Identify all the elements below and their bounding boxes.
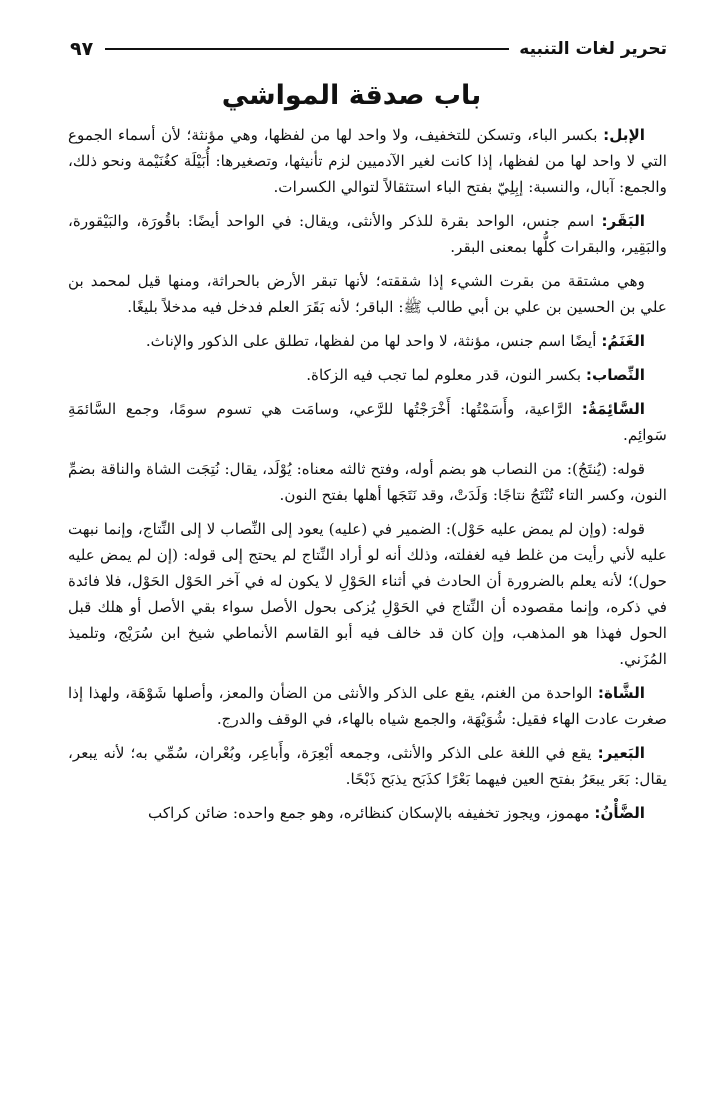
paragraph-text: قوله: (يُنتَجُ): من النصاب هو بضم أوله، وفتح ثالثه معناه: يُوْلَد، يقال: نُتِجَت الشاة والناقة بضمِّ النون، وكسر التاء تُنْتَجُ نتاجًا: وَلَدَتْ، وقد نَتَجَها أهلها بفتح النون. (68, 460, 667, 504)
paragraph-text: وهي مشتقة من بقرت الشيء إذا شققته؛ لأنها تبقر الأرض بالحراثة، ومنها قيل لمحمد بن علي بن الحسين بن علي بن أبي طالب ﷺ: الباقر؛ لأنه بَقَرَ العلم فدخل فيه مدخلاً بليغًا. (68, 272, 667, 316)
paragraph-text: يقع في اللغة على الذكر والأنثى، وجمعه أبْعِرَة، وأَباعِر، وبُعْران، سُمِّي به؛ لأنه يبعر، يقال: بَعَر يبعَرُ بفتح العين فيهما بَعْرًا كذَبَح يذبَح ذَبْحًا. (68, 744, 667, 788)
paragraph (68, 800, 667, 826)
term-shah: الشَّاة: (597, 684, 645, 702)
paragraph-text: مهموز، ويجوز تخفيفه بالإسكان كنظائره، وهو جمع واحده: ضائن كراكب (147, 804, 595, 822)
paragraph-text: الرَّاعية، وأَسَمْتُها: أَخْرَجْتُها للرَّعي، وسامَت هي تسوم سومًا، وجمع السَّائمَةِ سَوائِم. (68, 400, 667, 444)
term-daan: الضَّأْنُ: (594, 804, 645, 822)
page-body (68, 122, 667, 834)
running-title: تحرير لغات التنبيه (519, 39, 667, 59)
page-number: ٩٧ (70, 38, 94, 60)
chapter-title: باب صدقة المواشي (221, 80, 482, 111)
paragraph (68, 740, 667, 792)
paragraph-text: أيضًا اسم جنس، مؤنثة، لا واحد لها من لفظها، تطلق على الذكور والإناث. (145, 332, 602, 350)
term-ghanam: الغَنَمُ: (601, 332, 645, 350)
paragraph-text: الواحدة من الغنم، يقع على الذكر والأنثى من الضأن والمعز، وأصلها شَوْهَة، ولهذا إذا صغرت عادت الهاء فقيل: شُوَيْهَة، والجمع شياه بالهاء، في الوقف والدرج. (68, 684, 667, 728)
paragraph-text: بكسر النون، قدر معلوم لما تجب فيه الزكاة. (306, 366, 586, 384)
term-nisab: النِّصاب: (585, 366, 645, 384)
paragraph (68, 362, 667, 388)
page-header (70, 36, 667, 62)
paragraph (68, 208, 667, 260)
paragraph (68, 516, 667, 672)
term-saimah: السَّائِمَةُ: (581, 400, 645, 418)
paragraph (68, 328, 667, 354)
paragraph-text: قوله: (وإن لم يمض عليه حَوْل): الضمير في (عليه) يعود إلى النِّصاب لا إلى النِّتاج، وإنما نبهت عليه لأني رأيت من غلط فيه لغفلته، وذلك أنه لو أراد النِّتاج لم يحتج إلى قوله: (إن لم يمض عليه حول)؛ لأنه يعلم بالضرورة أن الحادث في أثناء الحَوْلِ لا يكون له في آخر الحَوْل الحَوْل، فلا فائدة في ذكره، وإنما مقصوده أن النِّتاج في الحَوْلِ يُزكى بحول الأصل سواء بقي الأصل أو هلك قبل الحول فهذا هو المذهب، وإن كان قد خالف فيه أبو القاسم الأنماطي شيخ ابن سُرَيْج، وتلميذ المُزَني. (68, 520, 667, 668)
paragraph (68, 456, 667, 508)
term-ibil: الإبل: (603, 126, 645, 144)
paragraph (68, 122, 667, 200)
paragraph-text: بكسر الباء، وتسكن للتخفيف، ولا واحد لها من لفظها، وهي مؤنثة؛ لأن أسماء الجموع التي لا واحد لها من لفظها، إذا كانت لغير الآدميين لزم تأنيثها، وتصغيرها: أُبَيْلَة كغُنَيْمة ونحو ذلك، والجمع: آبال، والنسبة: إبِلِيّ بفتح الباء استثقالاً لتوالي الكسرات. (68, 126, 667, 196)
term-baeer: البَعير: (597, 744, 645, 762)
paragraph-text: اسم جنس، الواحد بقرة للذكر والأنثى، ويقال: في الواحد أيضًا: باقُورَة، والبَيْقورة، والبَقِير، والبقرات كلُّها بمعنى البقر. (68, 212, 667, 256)
term-baqar: البَقَر: (601, 212, 645, 230)
paragraph (68, 680, 667, 732)
header-rule (105, 48, 509, 50)
paragraph (68, 268, 667, 320)
paragraph (68, 396, 667, 448)
